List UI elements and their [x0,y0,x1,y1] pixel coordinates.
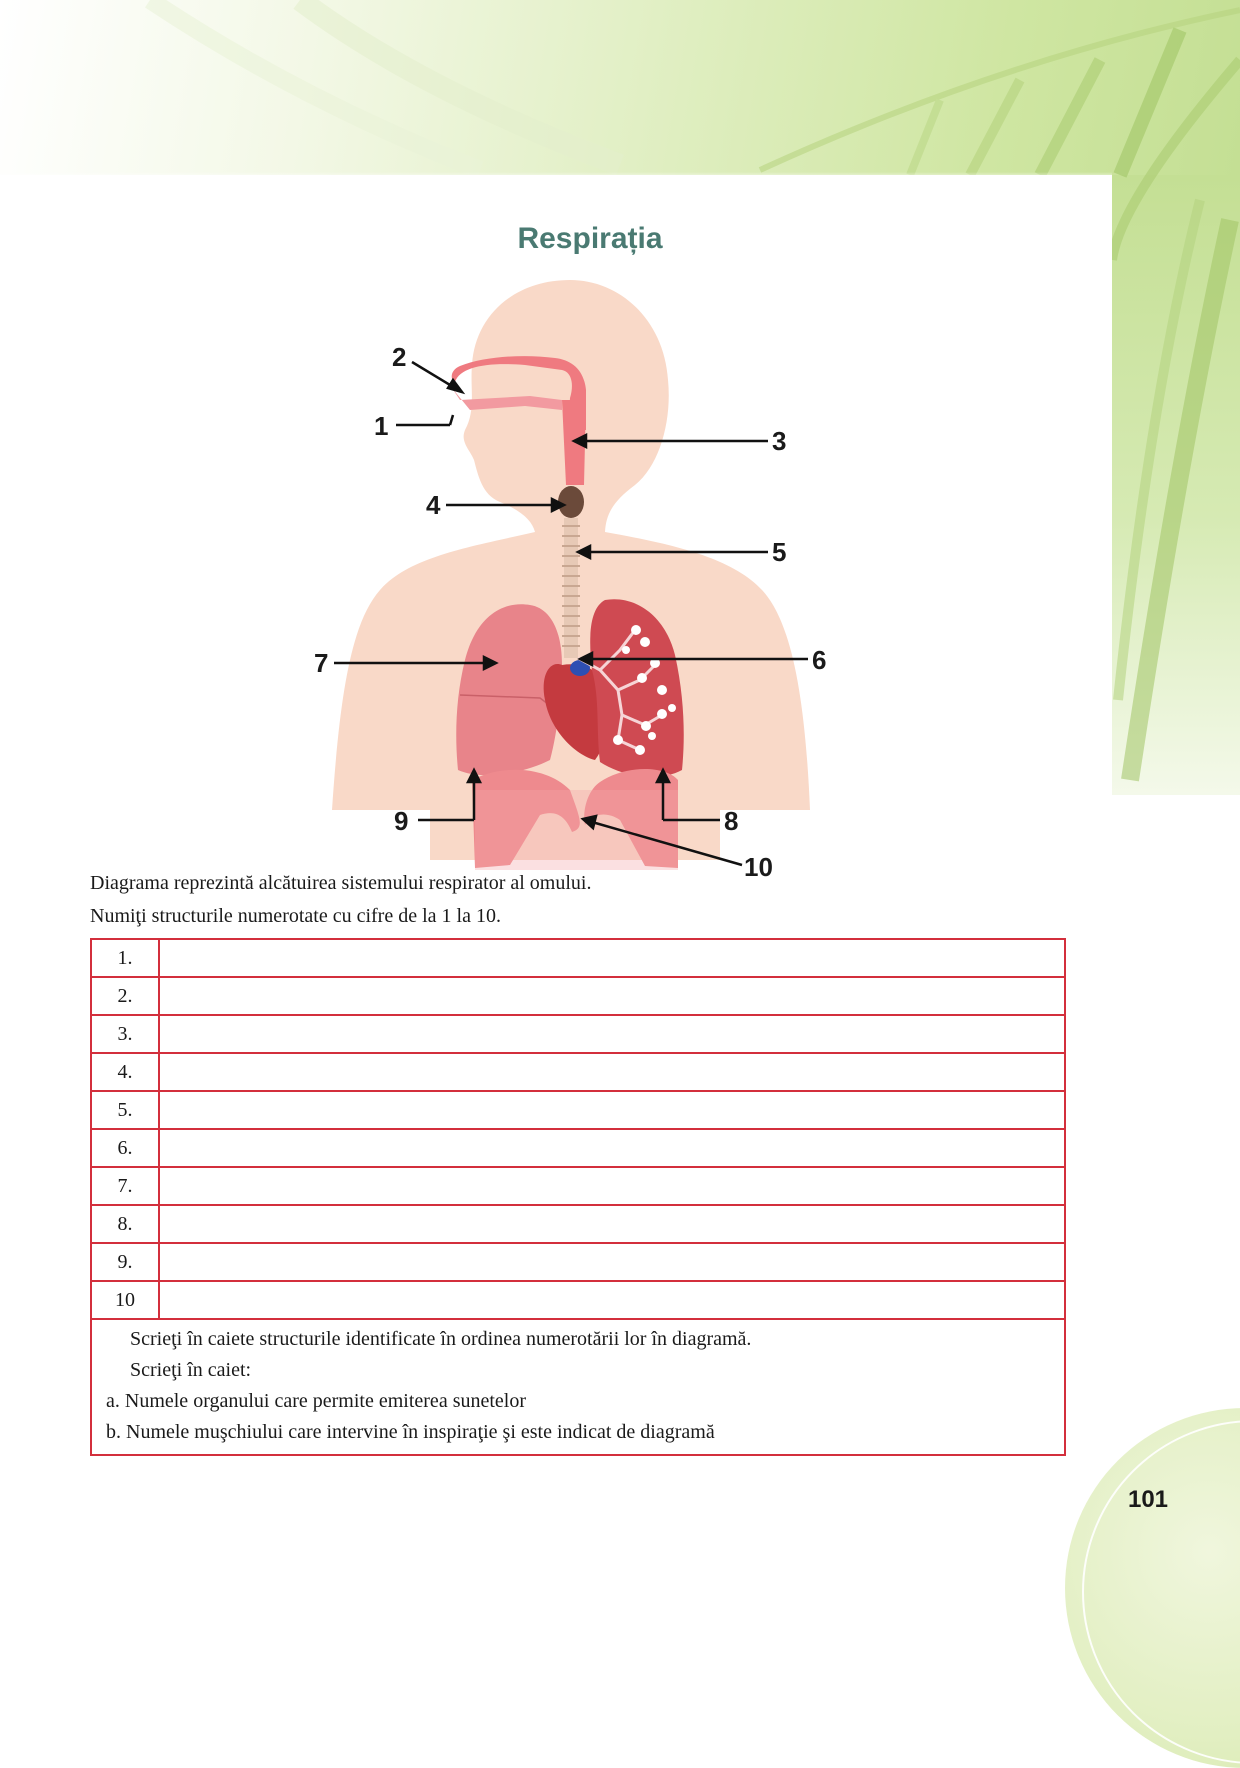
answer-cell[interactable] [159,1053,1065,1091]
table-row [91,1015,1065,1053]
diagram-label-1: 1 [374,411,389,441]
row-number: 9. [91,1243,159,1281]
table-row [91,1167,1065,1205]
task-line-1: Scrieţi în caiete structurile identificate în ordinea numerotării lor în diagramă. [130,1328,752,1350]
answer-cell[interactable] [159,1205,1065,1243]
answer-cell[interactable] [159,939,1065,977]
row-number: 7. [91,1167,159,1205]
diagram-label-5: 5 [772,537,787,567]
diagram-label-10: 10 [744,852,773,882]
answer-cell[interactable] [159,1129,1065,1167]
table-row [91,1243,1065,1281]
diagram-label-3: 3 [772,426,787,456]
answer-cell[interactable] [159,1091,1065,1129]
page-title: Respirația [517,222,663,255]
table-row [91,1053,1065,1091]
row-number: 6. [91,1129,159,1167]
task-item-a: a. Numele organului care permite emiterea sunetelor [106,1390,526,1412]
trachea [562,518,580,658]
table-row [91,939,1065,977]
diagram-label-2: 2 [392,342,407,372]
answer-cell[interactable] [159,1015,1065,1053]
answer-cell[interactable] [159,1167,1065,1205]
page-number: 101 [1127,1486,1169,1513]
answer-cell[interactable] [159,1243,1065,1281]
tasks-row [91,1319,1065,1455]
table-row [91,1205,1065,1243]
diagram-label-9: 9 [394,806,409,836]
larynx [558,486,584,518]
answer-table [90,938,1066,1456]
row-number: 5. [91,1091,159,1129]
table-row [91,1091,1065,1129]
diagram-label-8: 8 [724,806,739,836]
row-number: 8. [91,1205,159,1243]
instruction-line-1: Diagrama reprezintă alcătuirea sistemului respirator al omului. [90,872,592,894]
row-number: 1. [91,939,159,977]
diagram-label-6: 6 [812,645,827,675]
table-row [91,977,1065,1015]
table-row [91,1281,1065,1319]
row-number: 4. [91,1053,159,1091]
diagram-label-7: 7 [314,648,329,678]
table-row [91,1129,1065,1167]
diagram-label-4: 4 [426,490,441,520]
tasks-cell [91,1319,1065,1455]
respiratory-system-diagram [300,270,860,890]
answer-cell[interactable] [159,977,1065,1015]
task-line-2: Scrieţi în caiet: [130,1359,252,1381]
row-number: 3. [91,1015,159,1053]
instruction-line-2: Numiţi structurile numerotate cu cifre de la 1 la 10. [90,905,501,927]
task-item-b: b. Numele muşchiului care intervine în inspiraţie şi este indicat de diagramă [106,1421,715,1443]
row-number: 2. [91,977,159,1015]
row-number: 10 [91,1281,159,1319]
answer-cell[interactable] [159,1281,1065,1319]
